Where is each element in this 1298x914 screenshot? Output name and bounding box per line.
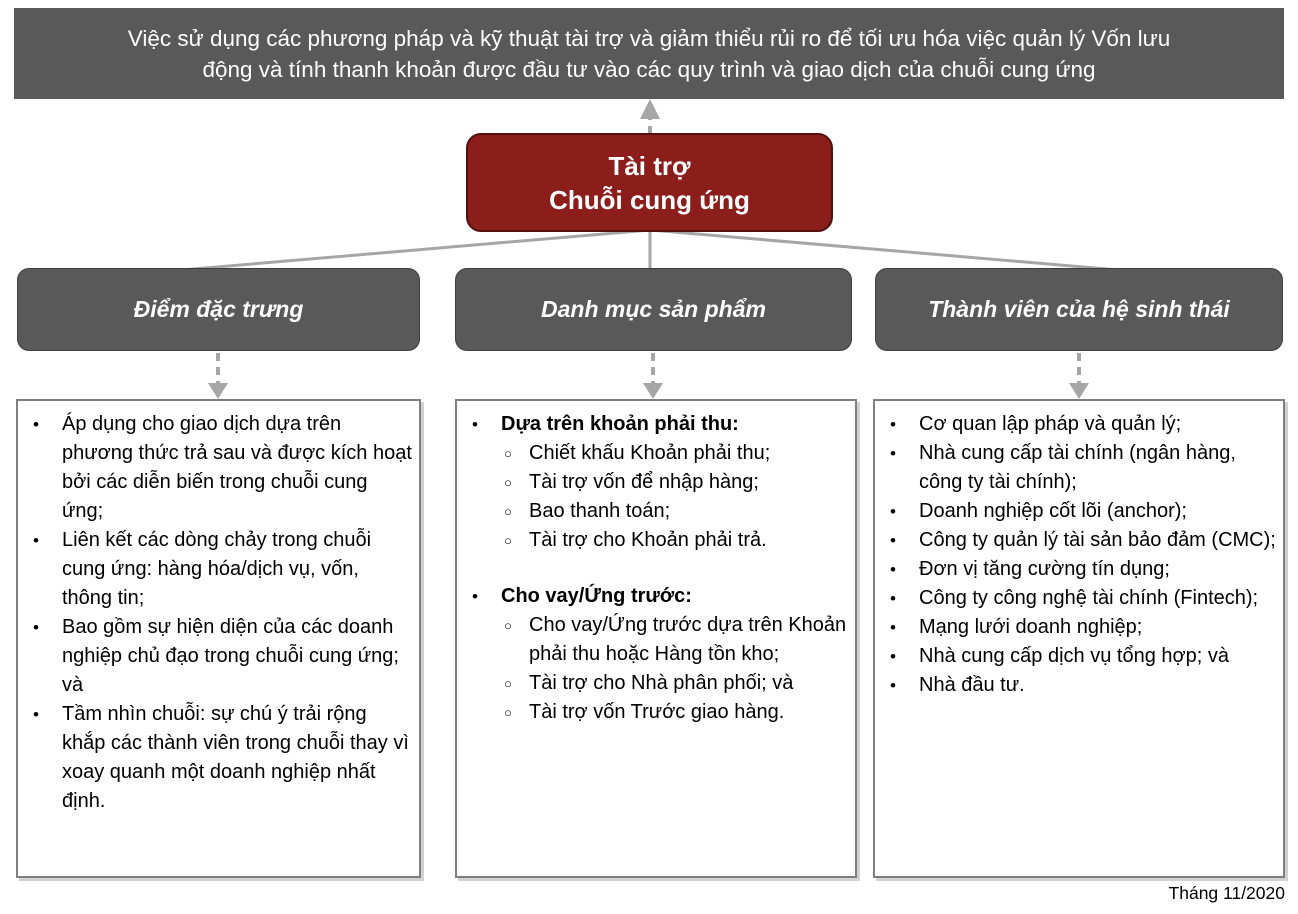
list-item	[18, 700, 413, 816]
definition-banner	[14, 8, 1284, 99]
circle-bullet-icon: ○	[504, 504, 512, 519]
list-subitem	[504, 698, 849, 727]
list-item	[18, 613, 413, 700]
list-spacer	[457, 555, 849, 582]
list-item-text: Tầm nhìn chuỗi: sự chú ý trải rộng khắp các thành viên trong chuỗi thay vì xoay quanh một doanh nghiệp nhất định.	[62, 703, 409, 812]
list-subitem	[504, 439, 849, 468]
group-title: Cho vay/Ứng trước:	[501, 585, 692, 607]
bullet-icon: •	[33, 415, 39, 434]
bullet-icon: •	[890, 531, 896, 550]
list-item	[875, 555, 1277, 584]
header-ecosystem-members-label: Thành viên của hệ sinh thái	[928, 296, 1230, 322]
list-item-text: Bao gồm sự hiện diện của các doanh nghiệp chủ đạo trong chuỗi cung ứng; và	[62, 616, 399, 696]
list-item	[875, 584, 1277, 613]
list-item	[875, 439, 1277, 497]
list-item	[875, 613, 1277, 642]
circle-bullet-icon: ○	[504, 533, 512, 548]
list-item-text: Công ty công nghệ tài chính (Fintech);	[919, 587, 1259, 609]
header-characteristics	[17, 268, 420, 351]
list-subitem-text: Tài trợ cho Nhà phân phối; và	[529, 672, 794, 694]
list-item	[18, 526, 413, 613]
list-item-text: Công ty quản lý tài sản bảo đảm (CMC);	[919, 529, 1276, 551]
list-item-text: Áp dụng cho giao dịch dựa trên phương thức trả sau và được kích hoạt bởi các diễn biến trong chuỗi cung ứng;	[62, 413, 412, 522]
up-arrow-head-icon	[640, 99, 660, 119]
list-item-text: Nhà cung cấp dịch vụ tổng hợp; và	[919, 645, 1229, 667]
root-node-supply-chain-finance	[466, 133, 833, 232]
header-product-portfolio	[455, 268, 852, 351]
list-subitem-text: Tài trợ cho Khoản phải trả.	[529, 529, 767, 551]
bullet-icon: •	[890, 589, 896, 608]
bullet-icon: •	[472, 415, 478, 434]
list-item	[875, 497, 1277, 526]
list-subitem	[504, 669, 849, 698]
list-item	[875, 642, 1277, 671]
bullet-icon: •	[890, 560, 896, 579]
banner-text-line1: Việc sử dụng các phương pháp và kỹ thuật tài trợ và giảm thiểu rủi ro để tối ưu hóa việc quản lý Vốn lưu	[127, 25, 1171, 51]
list-item	[18, 410, 413, 526]
bullet-icon: •	[890, 676, 896, 695]
list-subitem-text: Tài trợ vốn Trước giao hàng.	[529, 701, 785, 723]
characteristics-list	[18, 410, 413, 816]
bullet-icon: •	[890, 415, 896, 434]
circle-bullet-icon: ○	[504, 618, 512, 633]
list-item-text: Mạng lưới doanh nghiệp;	[919, 616, 1143, 638]
header-product-portfolio-label: Danh mục sản phẩm	[541, 296, 766, 322]
list-item-text: Cơ quan lập pháp và quản lý;	[919, 413, 1182, 435]
product-portfolio-list	[457, 410, 849, 727]
bullet-icon: •	[33, 531, 39, 550]
list-item-text: Nhà cung cấp tài chính (ngân hàng, công ty tài chính);	[919, 442, 1236, 493]
list-item-text: Đơn vị tăng cường tín dụng;	[919, 558, 1170, 580]
circle-bullet-icon: ○	[504, 705, 512, 720]
list-item	[875, 671, 1277, 700]
list-subitem	[504, 497, 849, 526]
slide-date: Tháng 11/2020	[1168, 883, 1285, 903]
list-item	[457, 582, 849, 611]
characteristics-box	[16, 399, 421, 878]
bullet-icon: •	[33, 618, 39, 637]
bullet-icon: •	[33, 705, 39, 724]
bullet-icon: •	[890, 502, 896, 521]
down-arrow-right-head-icon	[1069, 383, 1089, 399]
banner-text-line2: động và tính thanh khoản được đầu tư vào các quy trình và giao dịch của chuỗi cung ứng	[202, 56, 1096, 82]
list-subitem	[504, 611, 849, 669]
circle-bullet-icon: ○	[504, 446, 512, 461]
list-subitem	[504, 526, 849, 555]
list-item-text: Nhà đầu tư.	[919, 674, 1025, 696]
group-title: Dựa trên khoản phải thu:	[501, 413, 739, 435]
circle-bullet-icon: ○	[504, 676, 512, 691]
list-item-text: Doanh nghiệp cốt lõi (anchor);	[919, 500, 1187, 522]
root-to-right-line	[650, 230, 1142, 272]
ecosystem-members-list	[875, 410, 1277, 700]
list-subitem-text: Cho vay/Ứng trước dựa trên Khoản phải thu hoặc Hàng tồn kho;	[529, 614, 847, 665]
list-item-text: Liên kết các dòng chảy trong chuỗi cung ứng: hàng hóa/dịch vụ, vốn, thông tin;	[62, 529, 372, 609]
root-title-line2: Chuỗi cung ứng	[549, 184, 750, 215]
product-portfolio-box	[455, 399, 857, 878]
bullet-icon: •	[890, 647, 896, 666]
header-characteristics-label: Điểm đặc trưng	[133, 296, 304, 322]
bullet-icon: •	[890, 618, 896, 637]
list-subitem-text: Bao thanh toán;	[529, 500, 671, 522]
list-subitem	[504, 468, 849, 497]
list-subitem-text: Tài trợ vốn để nhập hàng;	[529, 471, 759, 493]
ecosystem-members-box	[873, 399, 1285, 878]
bullet-icon: •	[890, 444, 896, 463]
circle-bullet-icon: ○	[504, 475, 512, 490]
root-title-line1: Tài trợ	[608, 150, 691, 181]
list-item	[875, 410, 1277, 439]
bullet-icon: •	[472, 587, 478, 606]
list-item	[457, 410, 849, 439]
root-to-left-line	[158, 230, 650, 272]
list-subitem-text: Chiết khấu Khoản phải thu;	[529, 442, 771, 464]
down-arrow-left-head-icon	[208, 383, 228, 399]
list-item	[875, 526, 1277, 555]
header-ecosystem-members	[875, 268, 1283, 351]
down-arrow-middle-head-icon	[643, 383, 663, 399]
